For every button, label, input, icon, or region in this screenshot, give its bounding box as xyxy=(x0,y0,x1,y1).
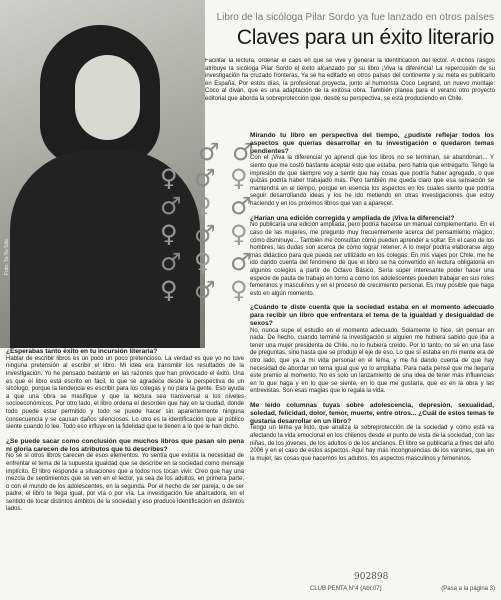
intro-text: Facilitar la lectura, ordenar el caos en que se vive y generar la identificación del lector. A dichos rasgos atribuye la sicóloga Pilar Sordo el éxito alcanzado por su libro ¡Viva la diferencia! La repercusión de su investigación ha cruzado fronteras. Ya se ha editado en otros países del continente y su meta es publicarlo en España. Por estos días, la profesional proyecta, junto al humorista Coco Legrand, un nuevo montaje: Coco al diván, que es una adaptación de la exitosa obra. También planea para el verano otro proyecto editorial que aborda la sobreprotección que, desde su perspectiva, se está produciendo en Chile. xyxy=(205,58,495,102)
female-symbol-icon: ♀ xyxy=(194,248,212,276)
publication-source: CLUB PENTA N°4 (Abr.07) xyxy=(310,586,382,592)
interview-answer: Hablar de escribir libros es un poco un poco pretencioso. La verdad es que yo no tuve ninguna pretensión al escribir el libro. Mi idea era transmitir los resultados de la investigación. Yo he pensado bastante en las razones que han provocado el éxito. Una es que el libro está escrito en fácil, lo que se agradece desde la perspectiva de un sicólogo, porque la tendencia es escribir para los colegas y no para la gente. Eso ayuda a que una obra se masifique y que la lectura sea transversal a los niveles socioeconómicos. Por otro lado, el libro ordena el desorden que hay en la ciudad, donde todo puede estar permitido y todo se puede hacer sin aparentemente ninguna consecuencia y se causan daños silenciosos. Lo otro es la identificación que al público siente cuando lo lee. Todo eso influye en la fidelidad que le tienen a lo que le han dicho. xyxy=(6,355,244,431)
male-symbol-icon: ♂ xyxy=(160,192,182,220)
male-symbol-icon: ♂ xyxy=(160,248,182,276)
female-symbol-icon: ♀ xyxy=(230,164,248,192)
interview-question: ¿Harían una edición corregida y ampliada de ¡Viva la diferencia!? xyxy=(250,214,455,222)
photo-credit: Foto: Ta-Ta-Tafe xyxy=(4,238,10,275)
male-symbol-icon: ♂ xyxy=(194,276,216,304)
article-title: Claves para un éxito literario xyxy=(236,26,494,49)
female-symbol-icon: ♀ xyxy=(230,276,248,304)
male-symbol-icon: ♂ xyxy=(194,164,216,192)
female-symbol-icon: ♀ xyxy=(160,220,178,248)
interview-answer: Con el ¡Viva la diferencia! yo aprendí que los libros no se terminan, se abandonan... Y siento que me costó bastante aceptar esto que estaba, pero había que entregarlo. Tengo la impresión de que siempre voy a sentir que hay cosas que podría haber agregado, o que quizás podría haber trabajado más. Pero también me queda claro que esa sensación se mantendrá en el tiempo, porque en esencia los aspectos en los cuales siento que podría seguir desarrollando ideas y los he ido metiendo en otras investigaciones que estoy haciendo y en los próximos libros que van a aparecer. xyxy=(250,155,494,207)
interview-question: Mirando tu libro en perspectiva del tiempo, ¿pudiste reflejar todos los aspectos que querías desarrollar en tu investigación o quedaron temas pendientes? xyxy=(250,132,494,155)
interview-question: ¿Se puede sacar como conclusión que muchos libros que pasan sin pena ni gloria carecen de los atributos que tú describes? xyxy=(6,437,244,453)
male-symbol-icon: ♂ xyxy=(198,138,220,166)
interview-question: Me leído columnas tuyas sobre adolescencia, depresión, sexualidad, soledad, felicidad, dolor, temor, muerte, entre otros... ¿Cuál de estos temas te gustaría desarrollar en un libro? xyxy=(250,402,494,425)
article-subtitle: Libro de la sicóloga Pilar Sordo ya fue lanzado en otros países xyxy=(216,12,494,23)
female-symbol-icon: ♀ xyxy=(194,192,212,220)
reference-number: 902898 xyxy=(354,572,389,582)
interview-question: ¿Esperabas tanto éxito en tu incursión literaria? xyxy=(6,348,158,355)
male-symbol-icon: ♂ xyxy=(230,192,252,220)
article-intro xyxy=(205,58,495,114)
male-symbol-icon: ♂ xyxy=(194,220,216,248)
interview-answer: Tengo un tema ya listo, que analiza la sobreprotección de la sociedad y cómo está va afectando la vida emocional en los chilenos desde el punto de vista de la sociedad, con las niñas, de los jóvenes, de los adultos o de los ancianos. El libro se publicaría a fines del año 2006 y en el caso de estos aspectos. Aquí hay más incongruencias de los varones, que en la mujer, las cosas que hacemos los adultos, los aspectos masculinos y femeninos. xyxy=(250,425,494,462)
continuation-note: (Pasa a la página 3) xyxy=(441,586,495,592)
right-column xyxy=(250,132,494,572)
male-symbol-icon: ♂ xyxy=(232,138,254,166)
gender-symbols-decoration xyxy=(150,140,260,305)
interview-answer: No sé si otros libros carecen de esos elementos. Yo sentía que existía la necesidad de enfrentar el tema de la supuesta igualdad que se describe en la sociedad como mensaje implícito. El libro responde a situaciones que a todos nos tocan vivir. Creo que hay una mezcla de sentimientos que se ven en el lector, ya sea de los adultos, en primera parte, o con el mundo de los adolescentes, en la segunda. Por el hecho de ser pareja, o de ser padre, el libro te llega igual, por vía o por vía. La investigación fue abarcadora, en el sentido de tocar distintos ámbitos de la sociedad y eso produce identificación en distintos lados. xyxy=(6,453,244,513)
female-symbol-icon: ♀ xyxy=(160,276,178,304)
male-symbol-icon: ♂ xyxy=(230,248,252,276)
female-symbol-icon: ♀ xyxy=(230,220,248,248)
interview-question: ¿Cuándo te diste cuenta que la sociedad estaba en el momento adecuado para recibir un libro que enfrentara el tema de la igualdad y desigualdad de sexos? xyxy=(250,304,494,327)
left-column xyxy=(6,348,244,586)
interview-answer: No, nunca supe el estudio en el momento adecuado. Solamente lo hice, sin pensar en nada. De hecho, cuando terminé la investigación si alguien me hubiera sabido que iba a tener una mujer presidenta de Chile, no lo hubiera creído. Por lo tanto, no sé en una fase de preguntas, sino hasta que se produjo el eje de eso. Lo que sí estaba en mi mente era de otro lado, que ya a mi vida personal en el tema, y me fui dando cuenta de que hay necesidad de abordar un tema igual que yo lo ampliaba. Para nada pensé que me llegaría este premio al momento. No es solo un lanzamiento de una idea de tener más influencias en lo que haga y en lo que se siente, en lo que me gustaría, que es en la obra y las entrevistas. Son esas magias que lo regala la vida. xyxy=(250,327,494,395)
photo-face xyxy=(75,55,140,140)
interview-answer: No publicaría una edición ampliada, pero podría hacerse un manual complementario. En el caso de las mujeres, me pregunto muy frecuentemente acerca del pensamiento mágico, cómo disminuye... También me consultan cómo pueden aprender a soltar. En el caso de los hombres, las dudas son acerca de cómo lograr retener. A lo mejor podría elaborarse algo más didáctico para que pueda ser utilizado en los colegas. En mis viajes por Chile, me he ido dando cuenta del fenómeno de que el libro se ha convertido en lectura obligatoria en algunos colegios a partir de Octavo Básico. Sería súper interesante poder hacer una especie de pauta de trabajo en torno a cómo los adolescentes pueden trabajar en sus roles femeninos y masculinos y en el proceso de crecimiento personal. Es muy posible que haga esto en algún momento. xyxy=(250,222,494,297)
female-symbol-icon: ♀ xyxy=(160,164,178,192)
